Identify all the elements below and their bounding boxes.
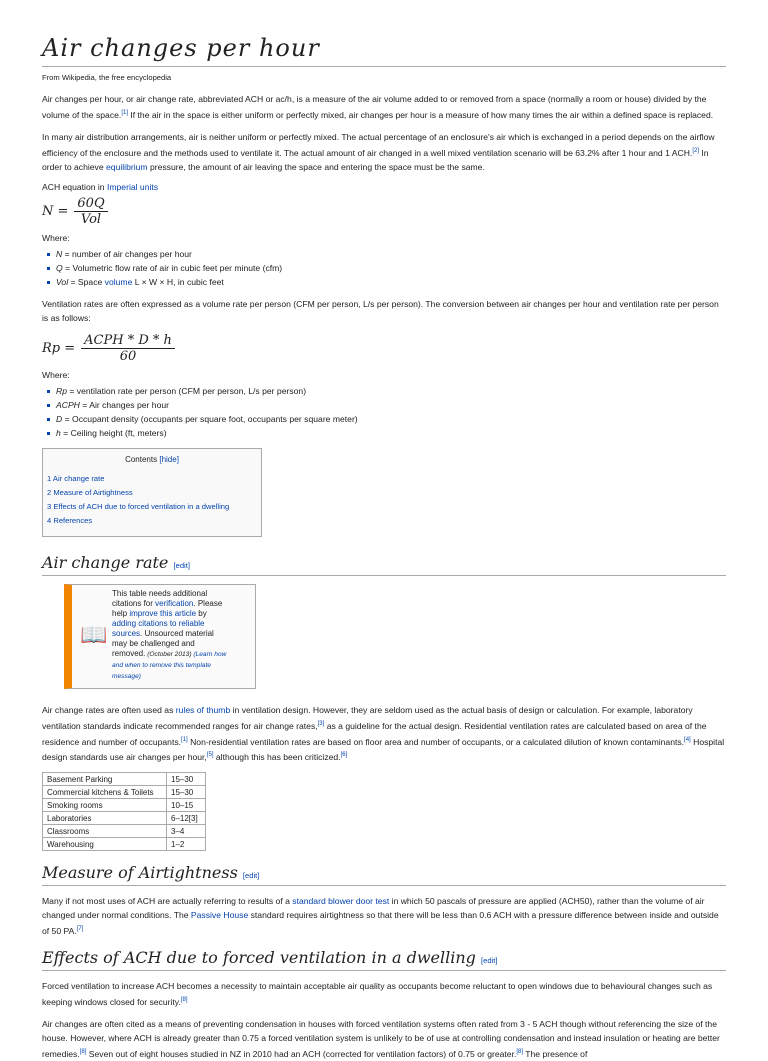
edit-link[interactable]: [edit] [480, 956, 498, 966]
table-of-contents [42, 448, 262, 537]
table-row: Basement Parking 15–30 [43, 773, 206, 786]
page-title: Air changes per hour [42, 34, 726, 67]
list-item: ACPH = Air changes per hour [56, 398, 726, 412]
toc-hide-link[interactable]: [hide] [159, 454, 179, 464]
ref-link[interactable]: [7] [76, 926, 84, 933]
toc-item[interactable]: 4 References [47, 515, 93, 525]
list-item: Vol = Space volume L × W × H, in cubic feet [56, 275, 726, 289]
variable-list-2 [42, 384, 726, 440]
effects-paragraph-2: Air changes are often cited as a means of preventing condensation in houses with forced ventilation systems often rated from 3 - 5 ACH though without referencing the size of the house. However, where ACH is already greater than 0.75 a forced ventilation system is unlikely to be of use at controlling condensation and instead insulation or heating are better remedies.[8] Seven out of eight houses studied in NZ in 2010 had an ACH (corrected for ventilation factors) of 0.75 or greater.[8] The presence of [42, 1019, 720, 1059]
where-label: Where: [42, 232, 70, 243]
toc-item[interactable]: 2 Measure of Airtightness [47, 487, 133, 497]
rules-of-thumb-link[interactable]: rules of thumb [175, 704, 231, 715]
ref-link[interactable]: [8] [180, 997, 188, 1004]
intro-paragraph-1: Air changes per hour, or air change rate, abbreviated ACH or ac/h, is a measure of the air volume added to or removed from a space (normally a room or house) divided by the volume of the space.[1] If the air in the space is either uniform or perfectly mixed, air changes per hour is a measure of how many times the air within a defined space is replaced. [42, 94, 714, 120]
ach-table [42, 772, 206, 851]
passive-house-link[interactable]: Passive House [190, 910, 249, 921]
site-subtitle: From Wikipedia, the free encyclopedia [42, 73, 172, 82]
ventilation-rate-equation: Rp = $\frac{\text{ACPH * D * h}}{60}$ [42, 333, 726, 364]
list-item: h = Ceiling height (ft, meters) [56, 426, 726, 440]
ref-link[interactable]: [2] [692, 147, 699, 154]
variable-list-1 [42, 247, 726, 289]
equilibrium-link[interactable]: equilibrium [106, 161, 148, 172]
edit-link[interactable]: [edit] [242, 871, 260, 881]
air-change-rate-paragraph: Air change rates are often used as rules of thumb in ventilation design. However, they are seldom used as the actual basis of design or calculation. For example, laboratory ventilation standards indicate recommended ranges for air change rates,[3] as a guideline for the actual design. Residential ventilation rates are calculated based on area of the residence and number of occupants.[1] Non-residential ventilation rates are based on floor area and number of occupants, or a calculated dilution of known contaminants.[4] Hospital design standards use air changes per hour,[5] although this has been criticized.[6] [42, 704, 725, 763]
ref-link[interactable]: [1] [181, 736, 188, 743]
citation-notice: 📖 This table needs additional citations for verification. Please help improve this article by adding citations to reliable sources. Unsourced material may be challenged and removed. (October 2013) (Learn how and when to remove this template message) [64, 584, 256, 689]
equation-label: ACH equation in Imperial units [42, 181, 159, 192]
list-item: D = Occupant density (occupants per square foot, occupants per square meter) [56, 412, 726, 426]
table-row: Smoking rooms 10–15 [43, 799, 206, 812]
improve-article-link[interactable]: improve this article [129, 608, 197, 618]
learn-more-link[interactable]: (Learn how and when to remove this template message) [112, 650, 227, 680]
intro-paragraph-2: In many air distribution arrangements, air is neither uniform or perfectly mixed. The actual percentage of an enclosure's air which is exchanged in a period depends on the airflow efficiency of the enclosure and the methods used to ventilate it. The actual amount of air changed in a well mixed ventilation scenario will be 63.2% after 1 hour and 1 ACH.[2] In order to achieve equilibrium pressure, the amount of air leaving the space and entering the space must be the same. [42, 131, 715, 172]
ref-link[interactable]: [1] [121, 110, 128, 116]
table-row: Laboratories 6–12[3] [43, 812, 206, 825]
section-heading-effects: Effects of ACH due to forced ventilation in a dwelling [edit] [42, 948, 726, 971]
imperial-units-link[interactable]: Imperial units [106, 181, 159, 192]
book-icon: 📖 [80, 622, 108, 648]
intro-paragraph-3: Ventilation rates are often expressed as a volume rate per person (CFM per person, L/s per person). The conversion between air changes per hour and ventilation rate per person is as follows: [42, 298, 719, 323]
airtightness-paragraph: Many if not most uses of ACH are actually referring to results of a standard blower door test in which 50 pascals of pressure are applied (ACH50), rather than the volume of air changed under normal conditions. The Passive House standard requires airtightness so that there will be less than 0.6 ACH with a pressure difference between inside and outside of 50 PA.[7] [42, 896, 719, 937]
table-row: Classrooms 3–4 [43, 825, 206, 838]
ref-link[interactable]: [3] [317, 720, 325, 727]
list-item: N = number of air changes per hour [56, 247, 726, 261]
toc-title: Contents [125, 454, 158, 464]
table-row: Warehousing 1–2 [43, 838, 206, 851]
effects-paragraph-1: Forced ventilation to increase ACH becomes a necessity to maintain acceptable air quality as occupants become reluctant to open windows due to behavioural changes such as keeping windows closed for security.[8] [42, 981, 713, 1008]
ref-link[interactable]: [4] [684, 736, 691, 743]
volume-link[interactable]: volume [104, 276, 133, 287]
ref-link[interactable]: [6] [340, 752, 348, 759]
edit-link[interactable]: [edit] [173, 560, 190, 570]
table-row: Commercial kitchens & Toilets 15–30 [43, 786, 206, 799]
list-item: Q = Volumetric flow rate of air in cubic feet per minute (cfm) [56, 261, 726, 275]
toc-item[interactable]: 1 Air change rate [47, 473, 105, 483]
ref-link[interactable]: [8] [516, 1049, 524, 1056]
blower-door-test-link[interactable]: standard blower door test [292, 896, 390, 907]
adding-citations-link[interactable]: adding citations to reliable sources [112, 618, 205, 638]
section-heading-airtightness: Measure of Airtightness [edit] [42, 863, 726, 886]
where-label: Where: [42, 369, 70, 380]
ref-link[interactable]: [8] [79, 1049, 87, 1056]
section-heading-air-change-rate: Air change rate [edit] [42, 553, 726, 576]
verification-link[interactable]: verification [155, 598, 194, 608]
ref-link[interactable]: [5] [206, 752, 214, 759]
list-item: Rp = ventilation rate per person (CFM per person, L/s per person) [56, 384, 726, 398]
toc-item[interactable]: 3 Effects of ACH due to forced ventilation in a dwelling [47, 501, 230, 511]
ach-equation: N = $\frac{60Q}{\text{Vol}}$ [42, 196, 726, 227]
